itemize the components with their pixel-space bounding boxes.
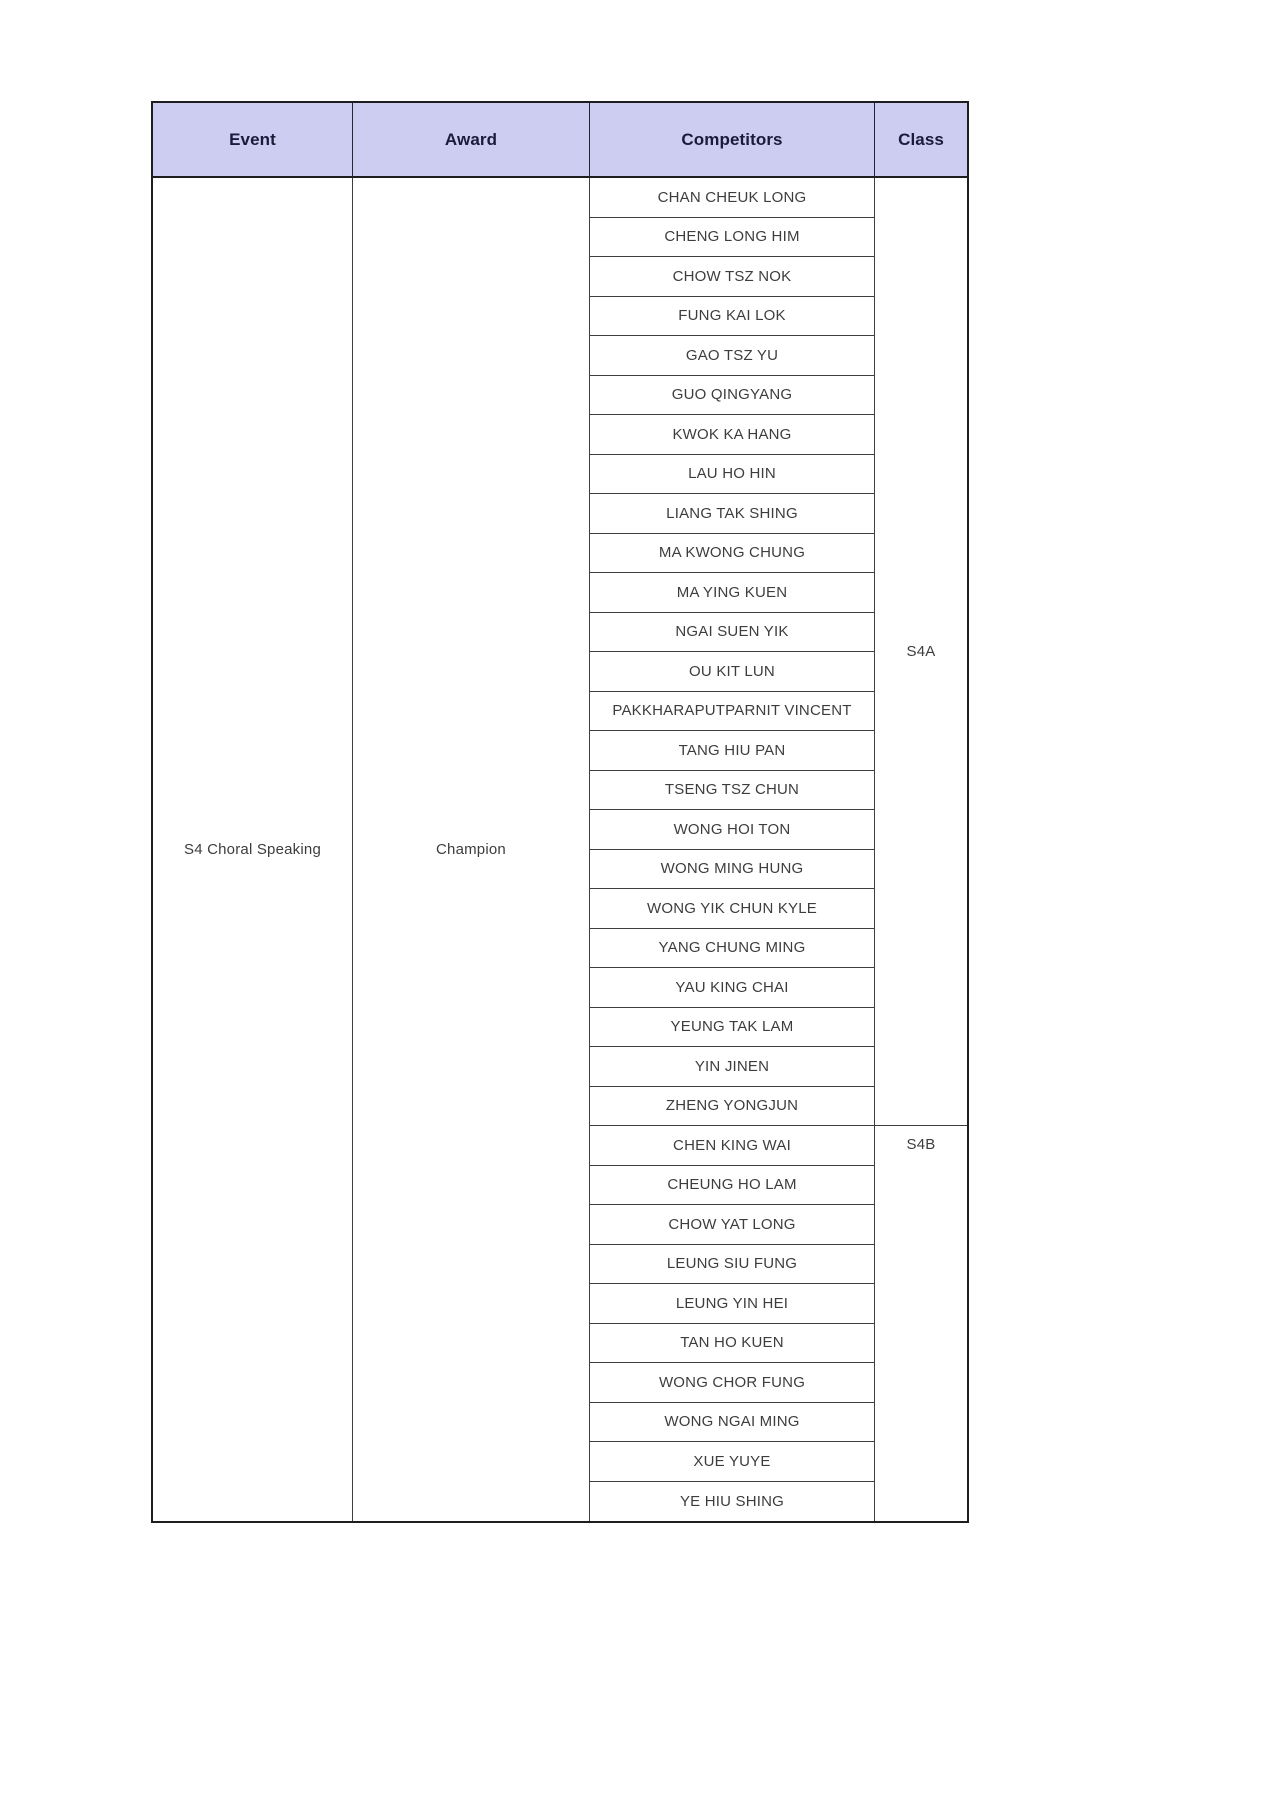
competitor-name: WONG CHOR FUNG <box>590 1363 875 1403</box>
competitor-name: OU KIT LUN <box>590 652 875 692</box>
competitor-name: YE HIU SHING <box>590 1482 875 1522</box>
competitor-name: WONG HOI TON <box>590 810 875 850</box>
competitor-name: WONG NGAI MING <box>590 1403 875 1443</box>
competitor-name: CHOW YAT LONG <box>590 1205 875 1245</box>
competitor-name: YEUNG TAK LAM <box>590 1008 875 1048</box>
competitor-name: WONG MING HUNG <box>590 850 875 890</box>
competitor-name: MA YING KUEN <box>590 573 875 613</box>
competitor-name: CHAN CHEUK LONG <box>590 178 875 218</box>
competitor-name: GAO TSZ YU <box>590 336 875 376</box>
competitor-name: MA KWONG CHUNG <box>590 534 875 574</box>
competitor-name: TAN HO KUEN <box>590 1324 875 1364</box>
competitor-name: XUE YUYE <box>590 1442 875 1482</box>
column-header-event: Event <box>153 103 353 178</box>
award-results-table <box>151 101 969 1523</box>
competitor-name: TSENG TSZ CHUN <box>590 771 875 811</box>
column-header-class: Class <box>875 103 967 178</box>
competitor-name: FUNG KAI LOK <box>590 297 875 337</box>
competitor-name: LIANG TAK SHING <box>590 494 875 534</box>
competitor-name: CHEUNG HO LAM <box>590 1166 875 1206</box>
competitor-name: WONG YIK CHUN KYLE <box>590 889 875 929</box>
column-header-competitors: Competitors <box>590 103 875 178</box>
competitor-name: ZHENG YONGJUN <box>590 1087 875 1127</box>
competitor-name: GUO QINGYANG <box>590 376 875 416</box>
event-cell: S4 Choral Speaking <box>153 178 353 1521</box>
competitor-name: TANG HIU PAN <box>590 731 875 771</box>
competitor-name: LEUNG SIU FUNG <box>590 1245 875 1285</box>
class-cell-s4a: S4A <box>875 178 967 1126</box>
competitor-name: YAU KING CHAI <box>590 968 875 1008</box>
column-header-award: Award <box>353 103 590 178</box>
competitor-name: CHOW TSZ NOK <box>590 257 875 297</box>
award-cell: Champion <box>353 178 590 1521</box>
competitor-name: YANG CHUNG MING <box>590 929 875 969</box>
competitor-name: NGAI SUEN YIK <box>590 613 875 653</box>
competitor-name: YIN JINEN <box>590 1047 875 1087</box>
competitor-name: KWOK KA HANG <box>590 415 875 455</box>
competitor-name: CHEN KING WAI <box>590 1126 875 1166</box>
competitor-name: LEUNG YIN HEI <box>590 1284 875 1324</box>
class-cell-s4b: S4B <box>906 1136 936 1153</box>
competitor-name: CHENG LONG HIM <box>590 218 875 258</box>
competitor-name: LAU HO HIN <box>590 455 875 495</box>
competitor-name: PAKKHARAPUTPARNIT VINCENT <box>590 692 875 732</box>
